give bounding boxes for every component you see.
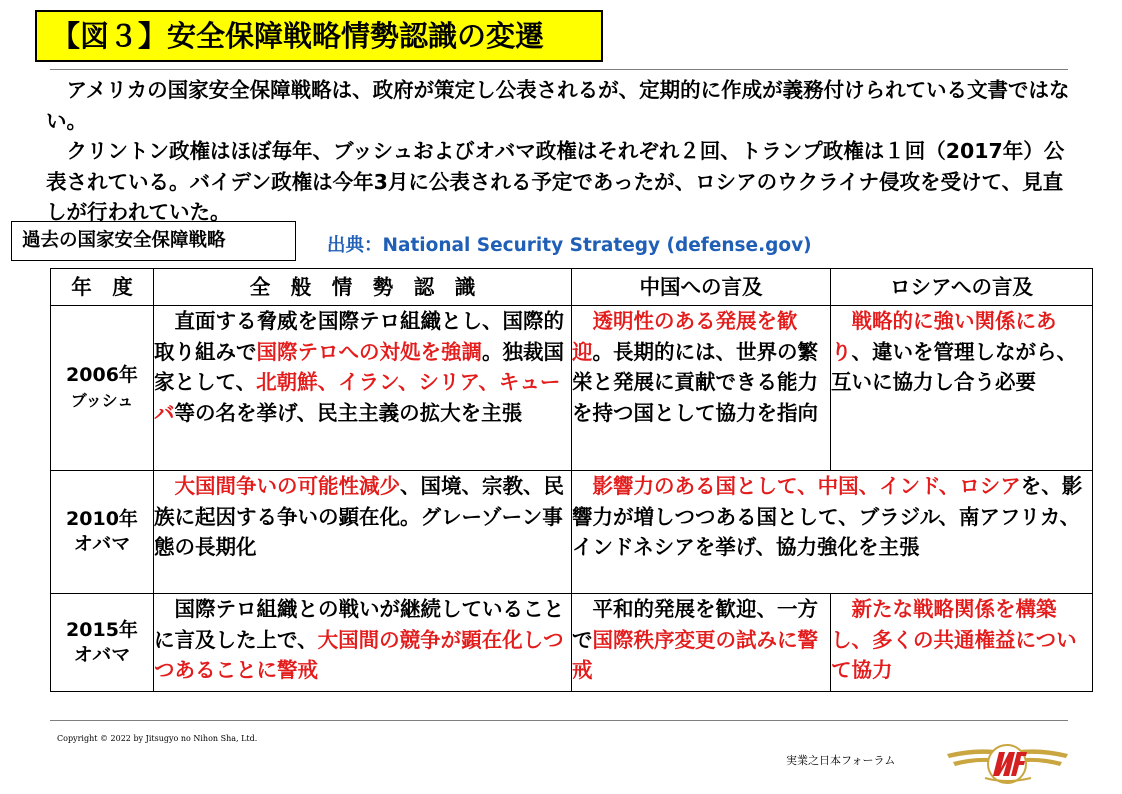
table-header-row	[51, 269, 1093, 306]
strategy-table	[50, 268, 1093, 692]
forum-name: 実業之日本フォーラム	[786, 754, 896, 767]
table-row	[51, 471, 1093, 594]
china-russia-cell	[572, 471, 1093, 594]
header-russia: ロシアへの言及	[831, 269, 1093, 306]
copyright: Copyright © 2022 by Jitsugyo no Nihon Sha, Ltd.	[57, 734, 258, 743]
general-cell	[154, 306, 572, 471]
body-text: 等の名を挙げ、民主主義の拡大を主張	[174, 400, 523, 425]
table-row	[51, 306, 1093, 471]
body-text: 国際テロ組織との戦いが継続していることに言及した上で、	[154, 597, 564, 652]
page-title: 【図３】安全保障戦略情勢認識の変遷	[35, 10, 603, 62]
russia-cell	[831, 306, 1093, 471]
intro-paragraph-1: アメリカの国家安全保障戦略は、政府が策定し公表されるが、定期的に作成が義務付けられている文書ではない。	[46, 78, 1070, 133]
highlight-text: 北朝鮮、イラン、シリア、キューバ	[154, 370, 561, 425]
china-cell	[572, 594, 831, 692]
highlight-text: 大国間争いの可能性減少	[174, 474, 400, 498]
admin-label: オバマ	[73, 533, 131, 555]
highlight-text: 透明性のある発展を歓迎	[572, 309, 798, 364]
body-text: 、違いを管理しながら、互いに協力し合う必要	[831, 339, 1077, 394]
section-subtitle: 過去の国家安全保障戦略	[11, 221, 296, 261]
body-text: 。独裁国家として、	[154, 339, 564, 394]
intro-paragraph-2: クリントン政権はほぼ毎年、ブッシュおよびオバマ政権はそれぞれ２回、トランプ政権は１回（2017年）公表されている。バイデン政権は今年3月に公表される予定であったが、ロシアのウクライナ侵攻を受けて、見直しが行われていた。	[46, 139, 1065, 224]
header-general: 全 般 情 勢 認 識	[154, 269, 572, 306]
body-text: を、影響力が増しつつある国として、ブラジル、南アフリカ、インドネシアを挙げ、協力強化を主張	[572, 474, 1083, 559]
body-text: 、国境、宗教、民族に起因する争いの顕在化。グレーゾーン事態の長期化	[154, 474, 564, 559]
china-cell	[572, 306, 831, 471]
highlight-text: 影響力のある国として、中国、インド、ロシア	[592, 474, 1021, 498]
intro-text	[46, 75, 1081, 228]
year-label: 2010年	[66, 508, 138, 530]
year-cell	[51, 594, 154, 692]
header-china: 中国への言及	[572, 269, 831, 306]
body-text: 。長期的には、世界の繁栄と発展に貢献できる能力を持つ国として協力を指向	[572, 339, 818, 425]
year-label: 2006年	[66, 364, 138, 386]
highlight-text: 戦略的に強い関係にあり	[831, 309, 1057, 364]
general-cell	[154, 594, 572, 692]
table-row	[51, 594, 1093, 692]
body-text: 平和的発展を歓迎、一方で	[572, 597, 818, 652]
highlight-text: 国際テロへの対処を強調	[256, 339, 482, 364]
general-cell	[154, 471, 572, 594]
source-link[interactable]: 出典：National Security Strategy (defense.gov)	[327, 235, 812, 256]
admin-label: ブッシュ	[70, 391, 134, 410]
bottom-divider	[50, 720, 1068, 721]
year-cell	[51, 471, 154, 594]
header-year: 年 度	[51, 269, 154, 306]
year-label: 2015年	[66, 618, 138, 641]
highlight-text: 大国間の競争が顕在化しつつあることに警戒	[154, 627, 564, 682]
russia-cell	[831, 594, 1093, 692]
year-cell	[51, 306, 154, 471]
top-divider	[50, 69, 1068, 70]
body-text: 直面する脅威を国際テロ組織とし、国際的取り組みで	[154, 309, 564, 364]
highlight-text: 国際秩序変更の試みに警戒	[572, 627, 818, 682]
highlight-text: 新たな戦略関係を構築し、多くの共通権益について協力	[831, 597, 1077, 682]
jnf-logo-icon	[945, 742, 1070, 786]
admin-label: オバマ	[73, 643, 131, 666]
